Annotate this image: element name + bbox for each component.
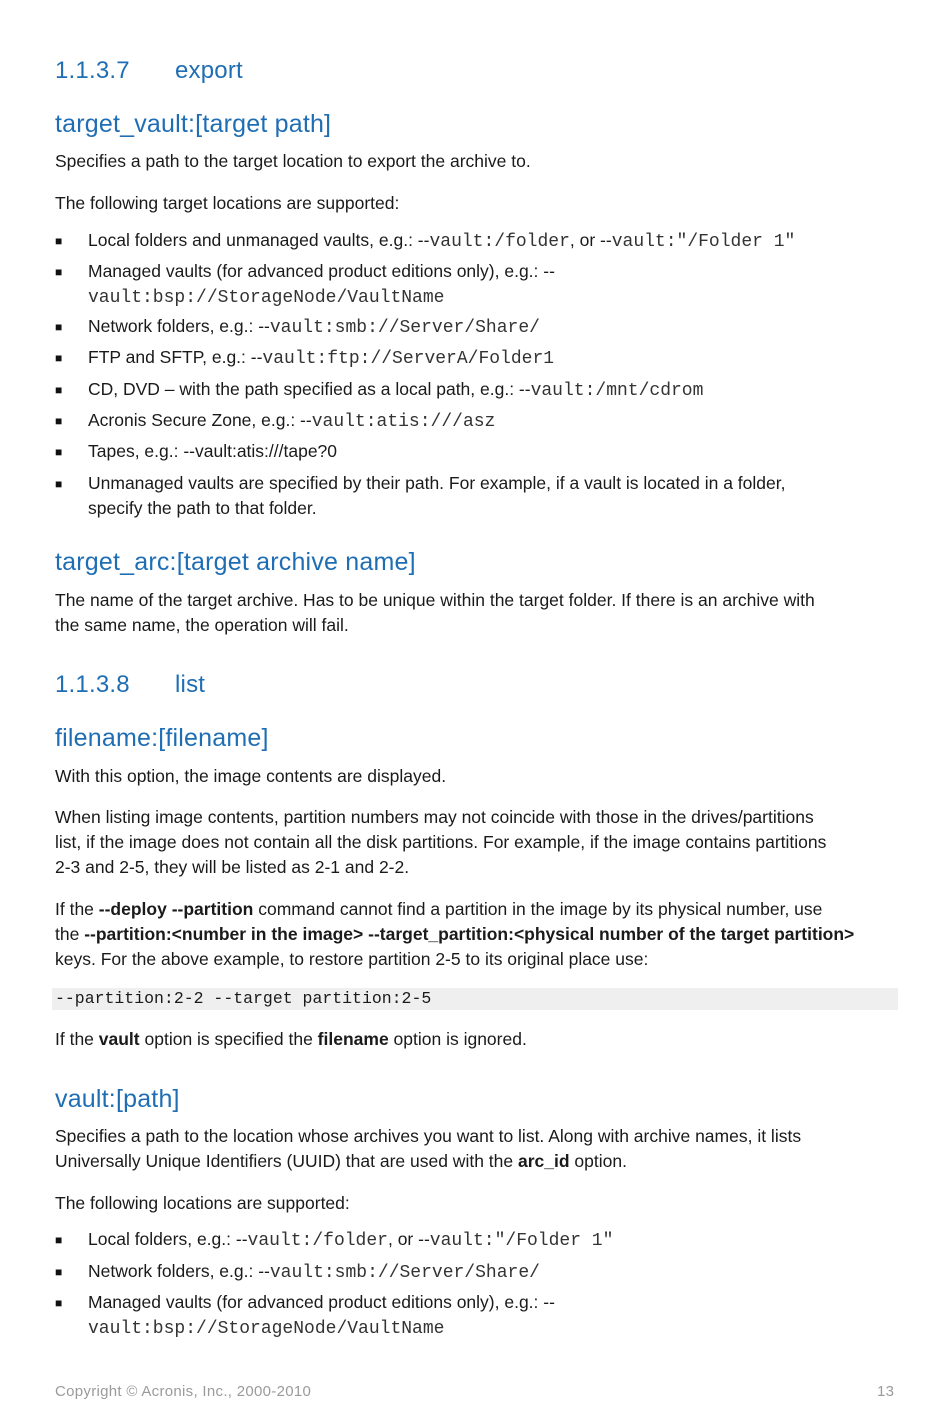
- bullet-icon: ■: [55, 351, 63, 365]
- page-number: 13: [877, 1383, 895, 1400]
- section-heading-list: [55, 671, 206, 699]
- bullet-icon: ■: [55, 234, 63, 248]
- bullet-icon: ■: [55, 1296, 63, 1310]
- list-item: Local folders and unmanaged vaults, e.g.: --vault:/folder, or --vault:"/Folder 1": [88, 230, 796, 252]
- list-item-continuation: vault:bsp://StorageNode/VaultName: [88, 288, 445, 308]
- target-arc-desc-line1: The name of the target archive. Has to be unique within the target folder. If there is an archive with: [55, 590, 815, 610]
- target-arc-heading: target_arc:[target archive name]: [55, 548, 416, 576]
- list-item: FTP and SFTP, e.g.: --vault:ftp://ServerA/Folder1: [88, 347, 555, 369]
- section-title: export: [175, 57, 243, 84]
- filename-desc: With this option, the image contents are displayed.: [55, 766, 447, 786]
- footer-copyright: Copyright © Acronis, Inc., 2000-2010: [55, 1383, 312, 1400]
- list-item: Managed vaults (for advanced product editions only), e.g.: --: [88, 261, 555, 281]
- list-item: Network folders, e.g.: --vault:smb://Server/Share/: [88, 1261, 540, 1283]
- filename-p3-line3: keys. For the above example, to restore partition 2-5 to its original place use:: [55, 949, 649, 969]
- code-line: --partition:2-2 --target partition:2-5: [55, 989, 432, 1008]
- section-number: 1.1.3.7: [55, 57, 130, 84]
- list-item: Network folders, e.g.: --vault:smb://Server/Share/: [88, 316, 540, 338]
- section-heading-export: [55, 57, 243, 85]
- code-block: [52, 988, 898, 1010]
- bullet-icon: ■: [55, 320, 63, 334]
- filename-p3-line2: the --partition:<number in the image> --target_partition:<physical number of the target partition>: [55, 924, 855, 944]
- section-number: 1.1.3.8: [55, 671, 130, 698]
- list-item: CD, DVD – with the path specified as a local path, e.g.: --vault:/mnt/cdrom: [88, 379, 704, 401]
- bullet-icon: ■: [55, 383, 63, 397]
- vault-heading: vault:[path]: [55, 1085, 180, 1113]
- filename-heading: filename:[filename]: [55, 724, 269, 752]
- target-vault-heading: target_vault:[target path]: [55, 110, 332, 138]
- filename-p4: If the vault option is specified the filename option is ignored.: [55, 1029, 527, 1049]
- section-title: list: [175, 671, 206, 698]
- list-item: Local folders, e.g.: --vault:/folder, or --vault:"/Folder 1": [88, 1229, 614, 1251]
- target-arc-desc-line2: the same name, the operation will fail.: [55, 615, 349, 635]
- bullet-icon: ■: [55, 445, 63, 459]
- bullet-icon: ■: [55, 477, 63, 491]
- list-item: Unmanaged vaults are specified by their path. For example, if a vault is located in a folder,: [88, 473, 786, 493]
- vault-desc-line1: Specifies a path to the location whose archives you want to list. Along with archive names, it lists: [55, 1126, 802, 1146]
- target-vault-supported: The following target locations are supported:: [55, 193, 400, 213]
- vault-supported: The following locations are supported:: [55, 1193, 350, 1213]
- bullet-icon: ■: [55, 414, 63, 428]
- list-item-continuation: specify the path to that folder.: [88, 498, 317, 518]
- bullet-icon: ■: [55, 1233, 63, 1247]
- bullet-icon: ■: [55, 265, 63, 279]
- list-item: Acronis Secure Zone, e.g.: --vault:atis:///asz: [88, 410, 496, 432]
- vault-desc-line2: Universally Unique Identifiers (UUID) that are used with the arc_id option.: [55, 1151, 627, 1171]
- filename-p2-line2: list, if the image does not contain all the disk partitions. For example, if the image contains partitions: [55, 832, 827, 852]
- target-vault-desc: Specifies a path to the target location to export the archive to.: [55, 151, 531, 171]
- filename-p2-line3: 2-3 and 2-5, they will be listed as 2-1 and 2-2.: [55, 857, 410, 877]
- filename-p2-line1: When listing image contents, partition numbers may not coincide with those in the drives/partitions: [55, 807, 814, 827]
- filename-p3-line1: If the --deploy --partition command cannot find a partition in the image by its physical number, use: [55, 899, 823, 919]
- list-item: Managed vaults (for advanced product editions only), e.g.: --: [88, 1292, 555, 1312]
- list-item-continuation: vault:bsp://StorageNode/VaultName: [88, 1319, 445, 1339]
- list-item: Tapes, e.g.: --vault:atis:///tape?0: [88, 441, 338, 461]
- bullet-icon: ■: [55, 1265, 63, 1279]
